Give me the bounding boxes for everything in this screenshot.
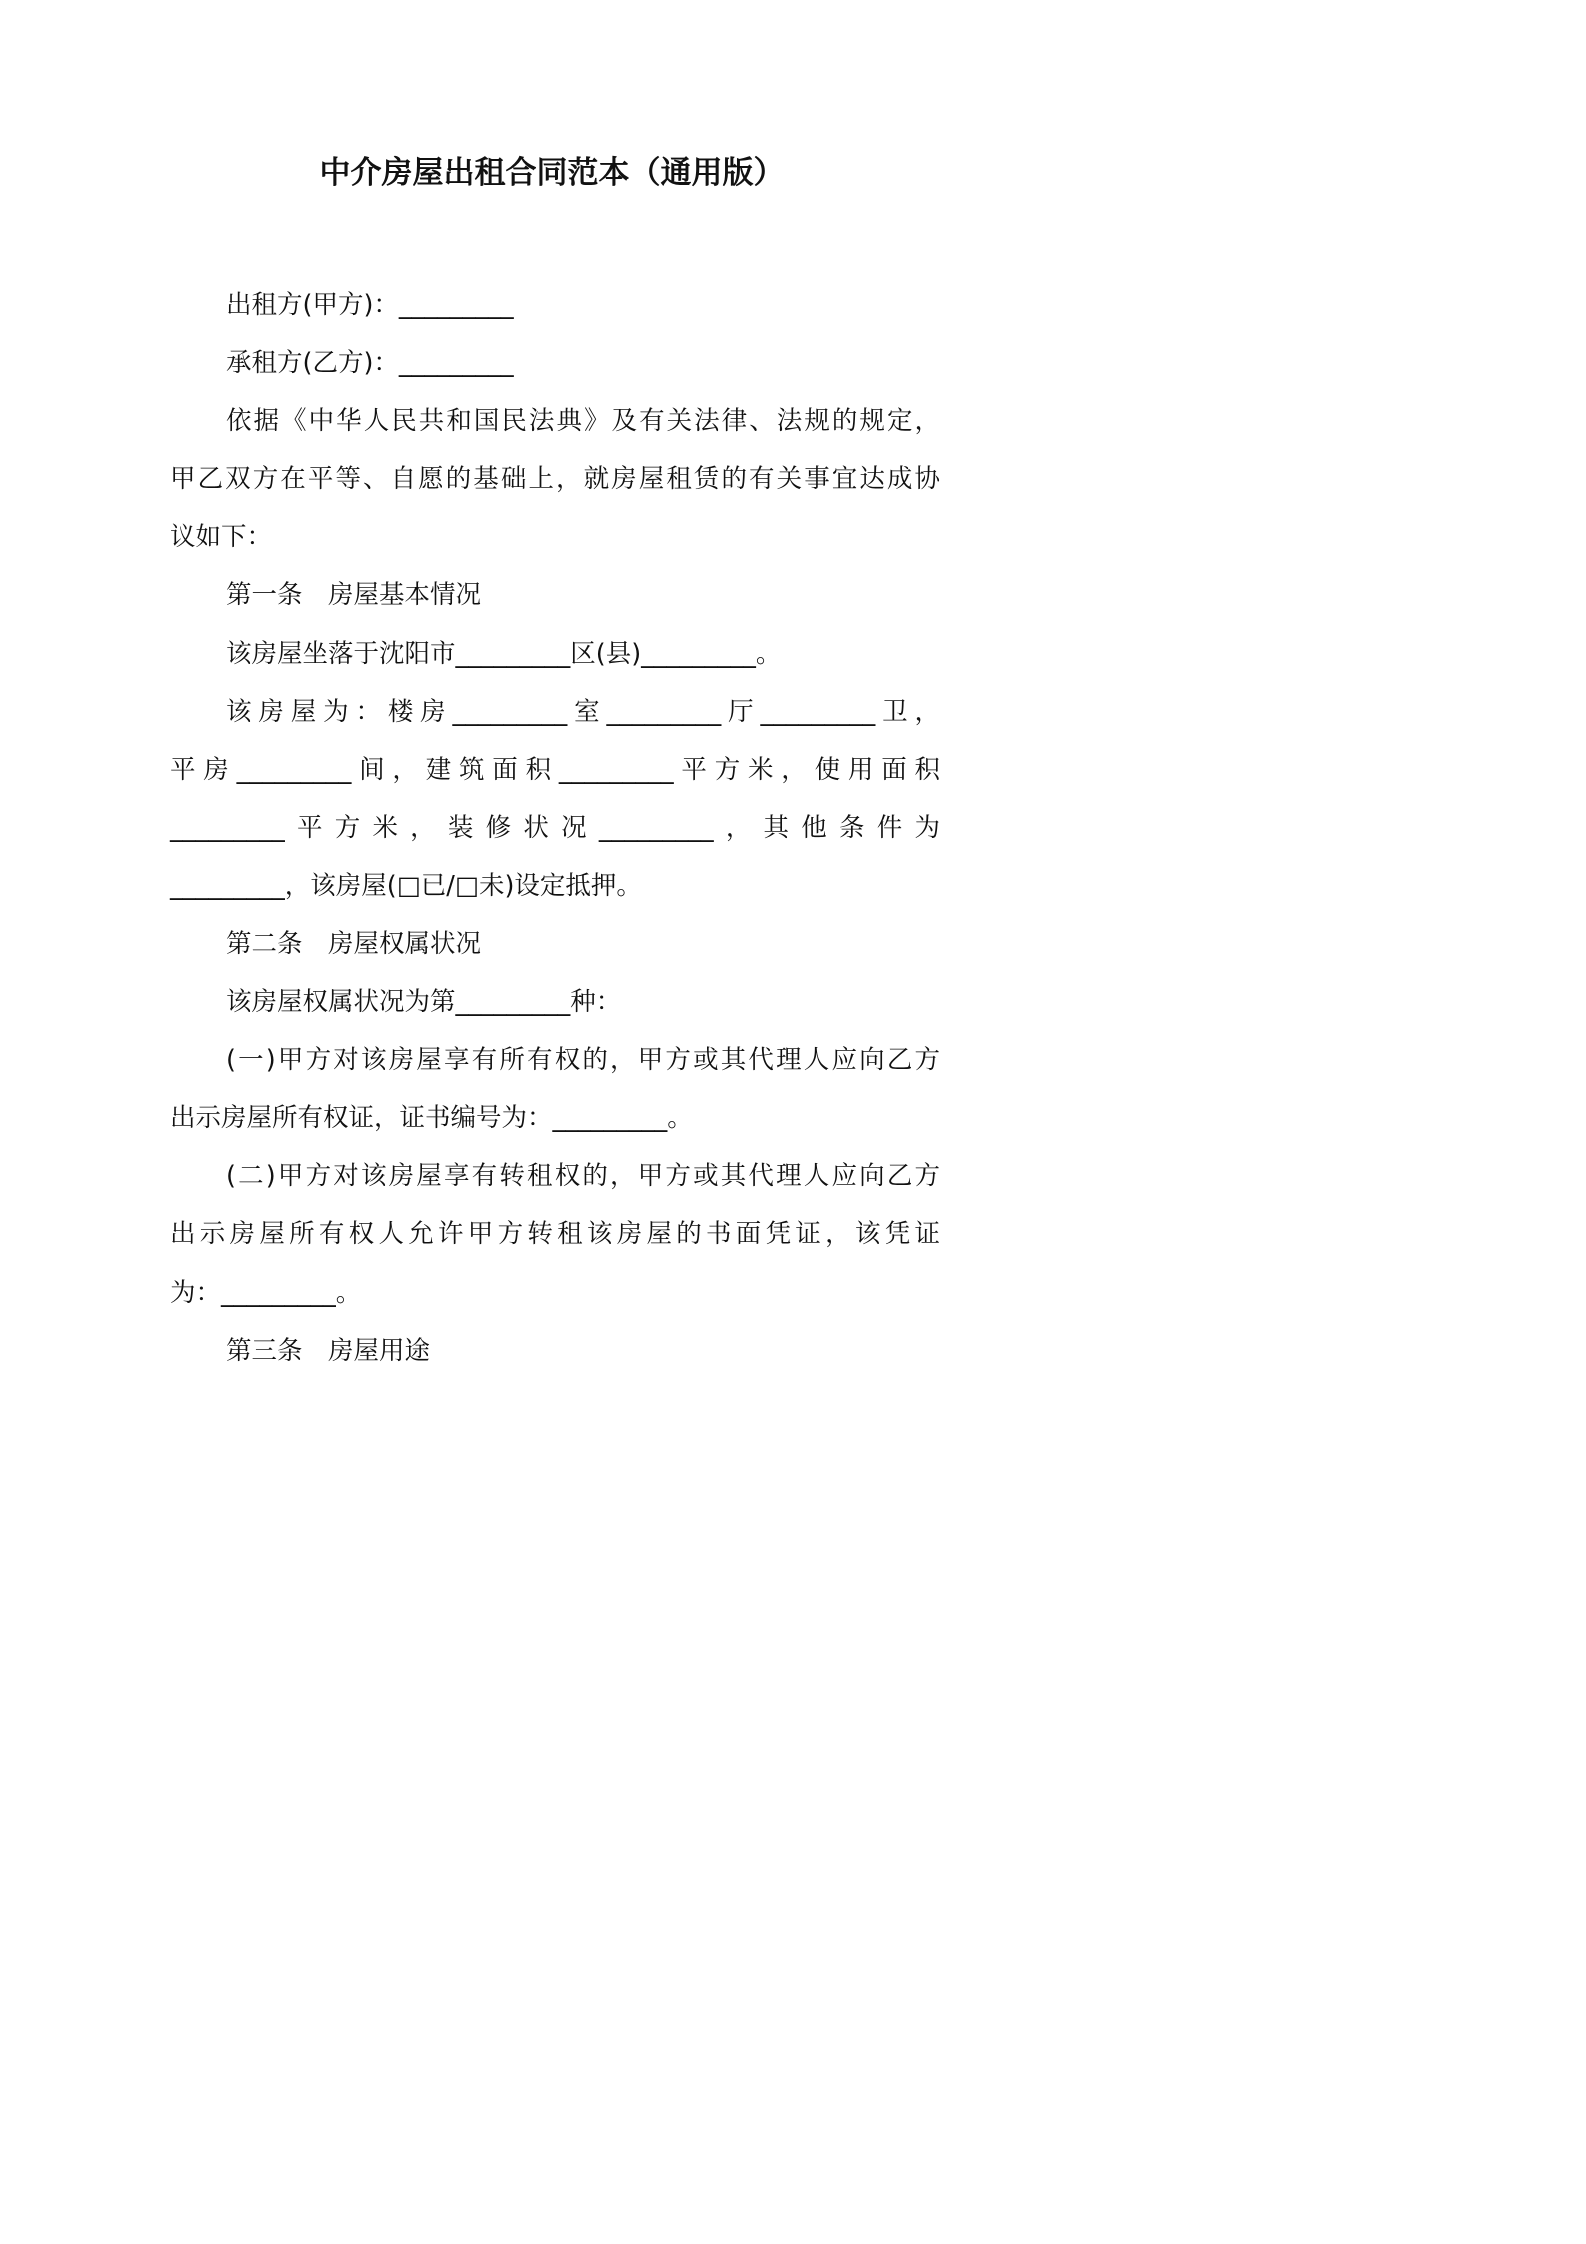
ownership-clause-1-line-2: 出示房屋所有权证，证书编号为：_________。 bbox=[170, 1103, 693, 1133]
house-info-line-4: _________，该房屋(□已/□未)设定抵押。 bbox=[170, 871, 642, 901]
house-info-line-3: _________平方米，装修状况_________，其他条件为 bbox=[170, 813, 940, 843]
article-2-heading: 第二条 房屋权属状况 bbox=[226, 929, 482, 959]
preamble-line-3: 议如下： bbox=[170, 522, 273, 552]
ownership-clause-2-line-3: 为：_________。 bbox=[170, 1278, 362, 1308]
preamble-line-1: 依据《中华人民共和国民法典》及有关法律、法规的规定， bbox=[226, 406, 940, 436]
article-1-heading: 第一条 房屋基本情况 bbox=[226, 580, 482, 610]
article-3-heading: 第三条 房屋用途 bbox=[226, 1336, 431, 1366]
ownership-clause-2-line-2: 出示房屋所有权人允许甲方转租该房屋的书面凭证，该凭证 bbox=[170, 1219, 940, 1249]
lessee-line: 承租方(乙方)：_________ bbox=[226, 348, 514, 378]
house-info-line-2: 平房_________间，建筑面积_________平方米，使用面积 bbox=[170, 755, 940, 785]
preamble-line-2: 甲乙双方在平等、自愿的基础上，就房屋租赁的有关事宜达成协 bbox=[170, 464, 940, 494]
house-info-line-1: 该房屋为：楼房_________室_________厅_________卫， bbox=[226, 697, 940, 727]
page-title: 中介房屋出租合同范本（通用版） bbox=[319, 155, 785, 191]
ownership-clause-1-line-1: (一)甲方对该房屋享有所有权的，甲方或其代理人应向乙方 bbox=[226, 1045, 940, 1075]
document-page bbox=[0, 0, 1104, 1562]
ownership-type-line: 该房屋权属状况为第_________种： bbox=[226, 987, 622, 1017]
ownership-clause-2-line-1: (二)甲方对该房屋享有转租权的，甲方或其代理人应向乙方 bbox=[226, 1161, 940, 1191]
lessor-line: 出租方(甲方)：_________ bbox=[226, 290, 514, 320]
location-line: 该房屋坐落于沈阳市_________区(县)_________。 bbox=[226, 639, 782, 669]
